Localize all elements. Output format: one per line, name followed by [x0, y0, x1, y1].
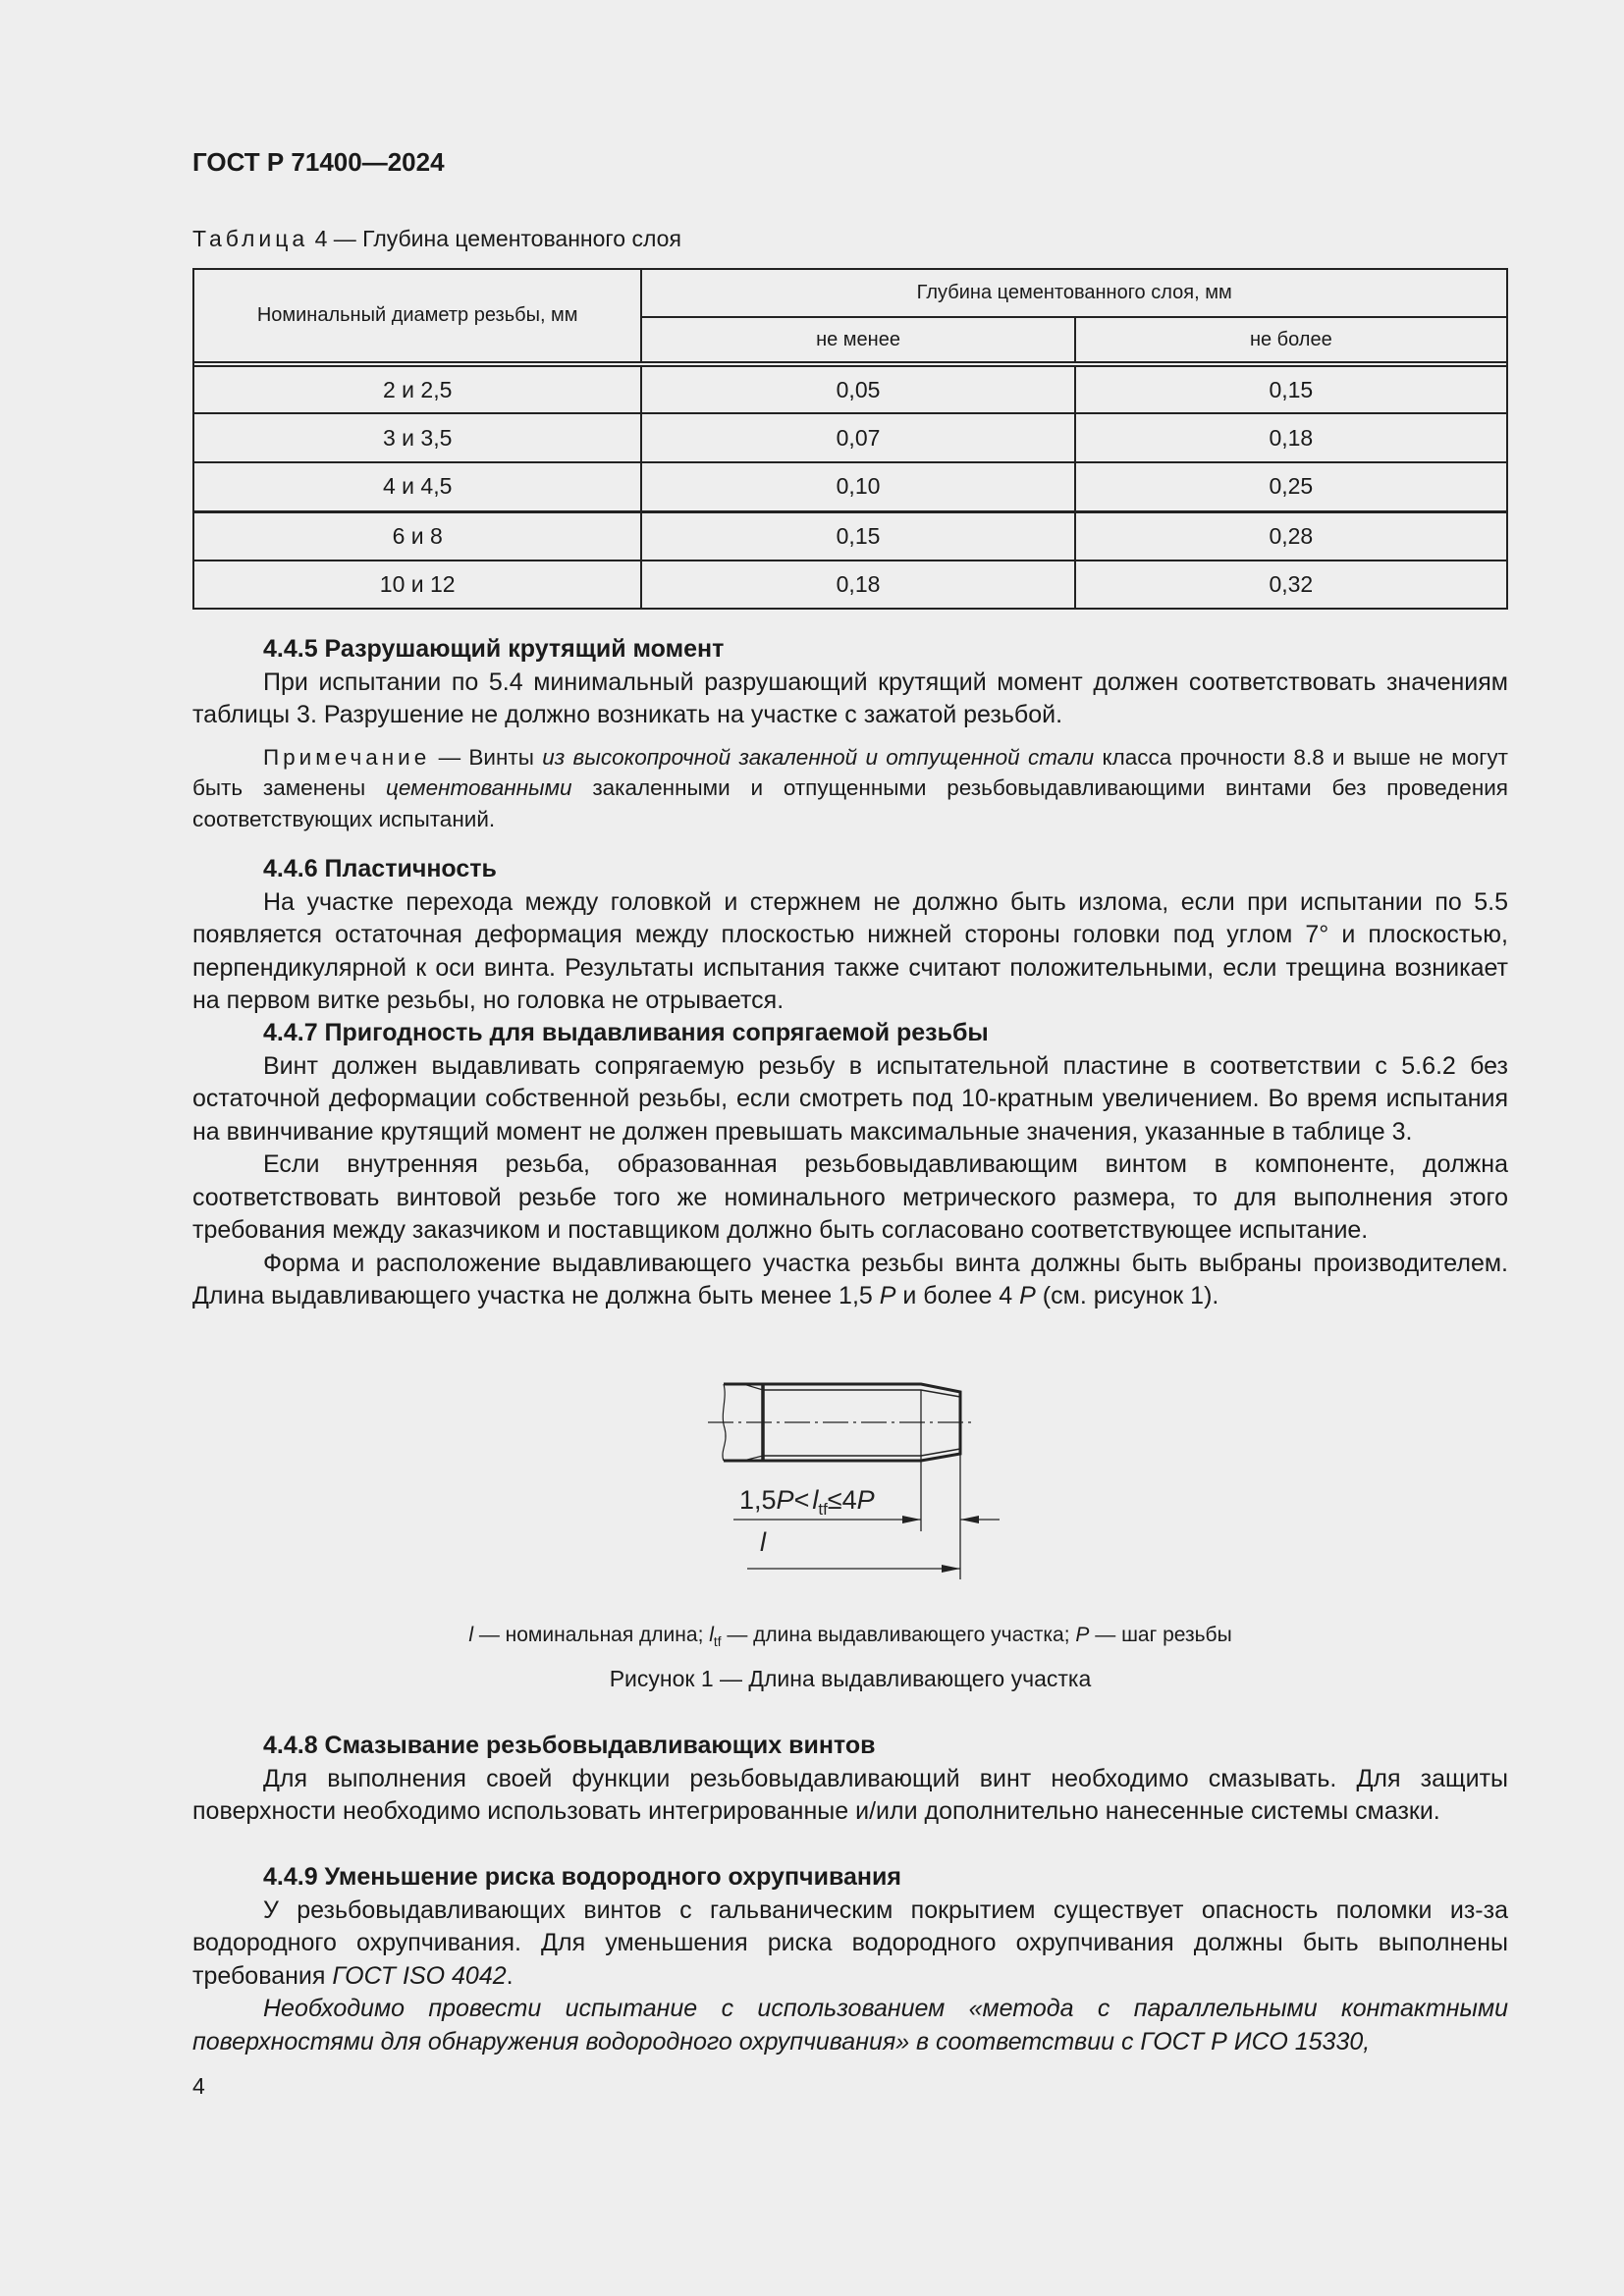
cell: 6 и 8 — [193, 511, 641, 561]
cell: 0,25 — [1075, 462, 1507, 511]
figure-legend — [192, 1624, 1508, 1649]
text: и более 4 — [895, 1282, 1020, 1309]
text: l — [468, 1624, 473, 1646]
text: — шаг резьбы — [1089, 1624, 1232, 1646]
paragraph: Если внутренняя резьба, образованная резьбовыдавливающим винтом в компоненте, должна соответствовать винтовой резьбе того же номинального метрического размера, то для выполнения этого требования между заказчиком и поставщиком должно быть согласовано соответствующее испытание. — [192, 1150, 1508, 1244]
text: tf — [713, 1634, 722, 1650]
paragraph: При испытании по 5.4 минимальный разрушающий крутящий момент должен соответствовать значениям таблицы 3. Разрушение не должно возникать на участке с зажатой резьбой. — [192, 667, 1508, 728]
section-heading: 4.4.6 Пластичность — [263, 855, 497, 882]
section-4-4-9 — [192, 1861, 1508, 2058]
text: цементованными — [386, 775, 572, 800]
text: (см. рисунок 1). — [1035, 1282, 1219, 1309]
text: P — [879, 1282, 896, 1309]
cell: 0,15 — [641, 511, 1074, 561]
text: из высокопрочной закаленной и отпущенной стали — [542, 744, 1095, 770]
standard-reference: ГОСТ ISO 4042 — [332, 1961, 507, 1990]
paragraph: На участке перехода между головкой и стержнем не должно быть излома, если при испытании по 5.5 появляется остаточная деформация между плоскостью нижней стороны головки под углом 7° и плоскостью, перпендикулярной к оси винта. Результаты испытания также считают положительными, если трещина возникает на первом витке резьбы, но головка не отрывается. — [192, 887, 1508, 1014]
section-heading: 4.4.8 Смазывание резьбовыдавливающих винтов — [263, 1732, 876, 1759]
col-header-min: не менее — [641, 317, 1074, 362]
text: — длина выдавливающего участка; — [721, 1624, 1076, 1646]
table-caption-prefix: Таблица — [192, 226, 309, 251]
cell: 0,05 — [641, 366, 1074, 413]
col-header-depth: Глубина цементованного слоя, мм — [641, 269, 1507, 317]
section-4-4-8 — [192, 1730, 1508, 1829]
cell: 0,28 — [1075, 511, 1507, 561]
section-heading: 4.4.5 Разрушающий крутящий момент — [263, 635, 725, 663]
cell: 0,18 — [641, 561, 1074, 609]
text: класса прочности 8.8 и выше не могут быть заменены — [192, 744, 1508, 800]
paragraph: Для выполнения своей функции резьбовыдавливающий винт необходимо смазывать. Для защиты поверхности необходимо использовать интегрированные и/или дополнительно нанесенные системы смазки. — [192, 1764, 1508, 1825]
paragraph: Необходимо провести испытание с использованием «метода с параллельными контактными поверхностями для обнаружения водородного охрупчивания» в соответствии с ГОСТ Р ИСО 15330, — [192, 1995, 1508, 2056]
document-id: ГОСТ Р 71400—2024 — [192, 147, 445, 177]
cell: 0,07 — [641, 413, 1074, 462]
col-header-diameter: Номинальный диаметр резьбы, мм — [193, 269, 641, 362]
cell: 0,10 — [641, 462, 1074, 511]
cell: 10 и 12 — [193, 561, 641, 609]
cell: 0,15 — [1075, 366, 1507, 413]
cell: 0,18 — [1075, 413, 1507, 462]
page-number: 4 — [192, 2073, 205, 2099]
section-heading: 4.4.7 Пригодность для выдавливания сопрягаемой резьбы — [263, 1019, 989, 1046]
text: — Винты — [430, 744, 543, 770]
text: . — [506, 1961, 514, 1990]
paragraph — [192, 1895, 1508, 1994]
cell: 0,32 — [1075, 561, 1507, 609]
text: закаленными и отпущенными резьбовыдавливающими винтами без проведения соответствующих испытаний. — [192, 775, 1508, 831]
text: — номинальная длина; — [472, 1624, 710, 1646]
paragraph: Винт должен выдавливать сопрягаемую резьбу в испытательной пластине в соответствии с 5.6.2 без остаточной деформации собственной резьбы, если смотреть под 10-кратным увеличением. Во время испытания на ввинчивание крутящий момент не должен превышать максимальные значения, указанные в таблице 3. — [192, 1051, 1508, 1146]
dimension-l-label: l — [760, 1527, 766, 1557]
text: P — [1019, 1282, 1036, 1309]
text: Форма и расположение выдавливающего участка резьбы винта должны быть выбраны производителем. Длина выдавливающего участка не должна быть менее 1,5 — [192, 1249, 1508, 1309]
text: У резьбовыдавливающих винтов с гальваническим покрытием существует опасность поломки из-за водородного охрупчивания. Для уменьшения риска водородного охрупчивания должны быть выполнены требования — [192, 1896, 1508, 1990]
arrowheads — [902, 1516, 979, 1573]
cell: 2 и 2,5 — [193, 366, 641, 413]
section-heading: 4.4.9 Уменьшение риска водородного охрупчивания — [263, 1863, 901, 1891]
cell: 4 и 4,5 — [193, 462, 641, 511]
table-caption-title: 4 — Глубина цементованного слоя — [308, 226, 681, 251]
note-label: Примечание — [263, 744, 431, 770]
cell: 3 и 3,5 — [193, 413, 641, 462]
dimension-ltf-label: $1,5P< l_{tf}\le 4P$ — [739, 1485, 875, 1519]
text: P — [1075, 1624, 1090, 1646]
text: l — [709, 1624, 714, 1646]
figure-caption: Рисунок 1 — Длина выдавливающего участка — [609, 1666, 1092, 1691]
col-header-max: не более — [1075, 317, 1507, 362]
